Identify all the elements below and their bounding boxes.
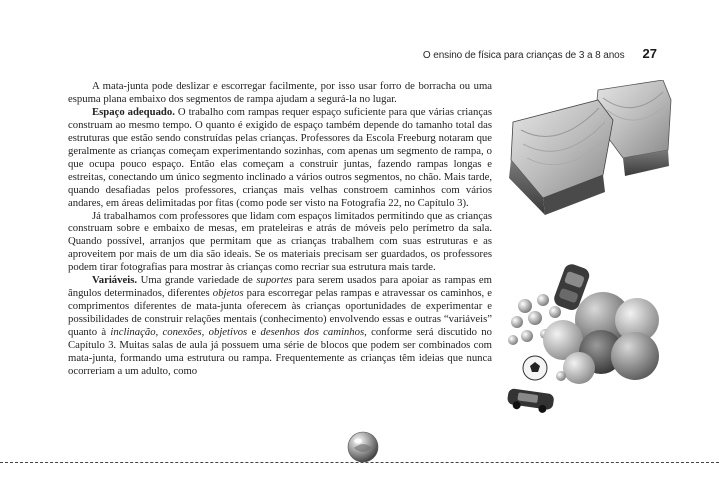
paragraph-4-text-d: e: [247, 326, 261, 339]
running-header-title: O ensino de física para crianças de 3 a 8 anos: [422, 50, 625, 61]
paragraph-1: A mata-junta pode deslizar e escorregar facilmente, por isso usar forro de borracha ou uma espuma plana embaixo dos segmentos de rampa ajudam a segurá-la no lugar.: [68, 80, 492, 105]
paragraph-4: [68, 274, 492, 378]
paragraph-4-emphasis-4: desenhos dos caminhos: [260, 326, 365, 339]
paragraph-3: Já trabalhamos com professores que lidam com espaços limitados permitindo que as crianças construam sobre e embaixo de mesas, em prateleiras e atrás de móveis pelo perímetro da sala. Quando possível, arranjos que permitam que as crianças trabalhem com suas estruturas e as aproveitem por mais de um dia são ideais. Se os materiais precisam ser guardados, os professores podem tirar fotografias para mostrar às crianças como recriar sua estrutura mais tarde.: [68, 209, 492, 274]
body-text: [68, 80, 492, 378]
paragraph-4-emphasis-3: inclinação, conexões, objetivos: [110, 326, 248, 339]
paragraph-4-heading: Variáveis.: [92, 274, 138, 287]
balls-and-toy-cars-photo-icon: [505, 256, 671, 424]
running-header: [423, 46, 657, 61]
paragraph-2: [68, 106, 492, 210]
wooden-molding-photo-icon: [503, 80, 673, 220]
paragraph-4-emphasis-2: objetos: [212, 287, 244, 300]
paragraph-4-text-a: Uma grande variedade de: [137, 274, 257, 287]
paragraph-2-text: O trabalho com rampas requer espaço suficiente para que várias crianças construam ao mesmo tempo. O quanto é exigido de espaço também depende do tamanho total das estruturas que estão sendo construídas pelas crianças. Professores da Escola Freeburg notaram que geralmente as crianças começam experimentando sozinhas, com apenas um segmento de rampa, o que ocupa pouco espaço. Então elas começam a construir juntas, fazendo rampas longas e estreitas, conectando um único segmento inclinado a vários outros segmentos, no chão. Mais tarde, quando desafiadas pelos professores, crianças mais velhas constroem caminhos com vários andares, em áreas delimitadas por fitas (como pode ser visto na Fotografia 22, no Capítulo 3).: [68, 105, 492, 209]
paragraph-2-heading: Espaço adequado.: [92, 105, 175, 118]
page-number: 27: [642, 46, 657, 61]
paragraph-4-emphasis-1: suportes: [256, 274, 293, 287]
marble-ornament-icon: [346, 430, 380, 464]
paragraph-4-text-b: para serem usados para apoiar as rampas em ângulos determinados, diferentes: [68, 274, 492, 300]
paragraph-4-text-c: para escorregar pelas rampas e atravessar os caminhos, e comprimentos diferentes de mata-junta oferecem às crianças oportunidades de experimentar e possibilidades de construir relações mentais (conhecimento) envolvendo essas e outras “variáveis” quanto à: [68, 287, 492, 339]
paragraph-4-text-e: , conforme será discutido no Capítulo 3. Muitas salas de aula já possuem uma série de blocos que podem ser combinados com mata-junta, formando uma estrutura ou rampa. Frequentemente as crianças têm ideias que nunca ocorreriam a um adulto, como: [68, 326, 492, 377]
